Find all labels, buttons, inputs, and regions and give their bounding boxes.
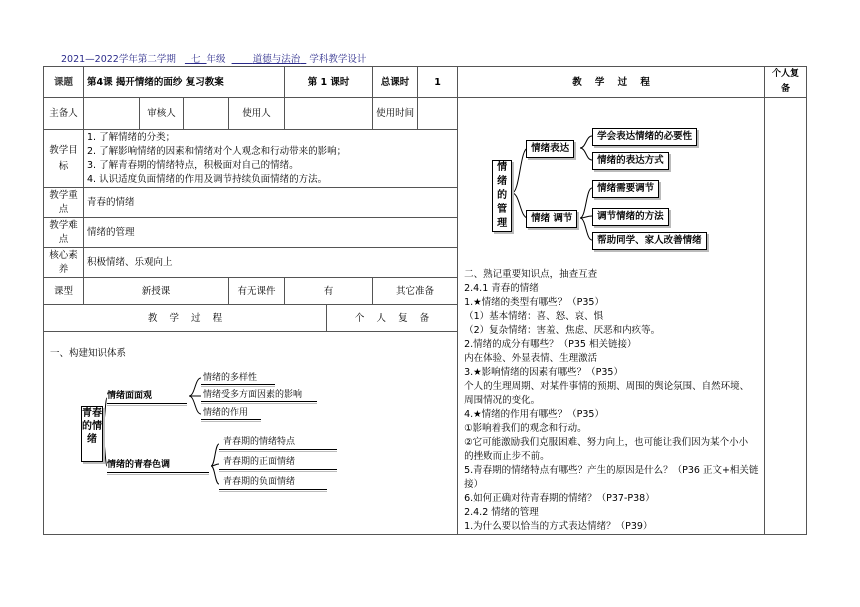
text-line: 1.为什么要以恰当的方式表达情绪？（P39） [464, 521, 653, 532]
branch-underline [107, 472, 209, 473]
process-content [458, 98, 765, 535]
teaching-key: 青春的情绪 [84, 188, 458, 218]
teaching-goals [84, 130, 458, 188]
document-header [61, 51, 366, 65]
label-other-preparation: 其它准备 [373, 278, 458, 305]
use-time-value [418, 98, 458, 130]
leaf-underline [219, 449, 337, 450]
label-lesson-type: 课型 [44, 278, 84, 305]
section-build-knowledge: 一、构建知识体系 [50, 348, 127, 359]
text-line: 3.★影响情绪的因素有哪些？（P35） [464, 367, 623, 378]
courseware: 有 [285, 278, 373, 305]
label-teaching-key: 教学重点 [44, 188, 84, 218]
main-preparer-value [84, 98, 140, 130]
text-line: （2）复杂情绪：害羞、焦虑、厌恶和内疚等。 [464, 325, 661, 336]
personal-review-header-left: 个 人 复 备 [327, 305, 458, 332]
text-line: 5.青春期的情绪特点有哪些？产生的原因是什么？（P36 正文+相关链 [464, 465, 759, 476]
branch-underline [107, 403, 187, 404]
text-line: 周围情况的变化。 [464, 395, 541, 406]
label-topic: 课题 [44, 67, 84, 98]
leaf-underline [219, 469, 337, 470]
label-use-time: 使用时间 [373, 98, 418, 130]
label-total-lessons: 总课时 [373, 67, 418, 98]
leaf-underline [219, 489, 327, 490]
mindmap-right-root: 情绪的管理 [492, 160, 512, 232]
text-line: ②它可能激励我们克服困难、努力向上，也可能让我们因为某个小小 [464, 437, 749, 448]
mindmap-right-branch-regulation: 情绪 调节 [526, 210, 577, 228]
text-line: 2.情绪的成分有哪些？（P35 相关链接） [464, 339, 637, 350]
text-line: 的挫败而止步不前。 [464, 451, 550, 462]
text-line: （1）基本情绪：喜、怒、哀、惧 [464, 311, 604, 322]
text-line: 个人的生理周期、对某件事情的预期、周围的舆论氛围、自然环境、 [464, 381, 750, 392]
goal-item: 3. 了解青春期的情绪特点，积极面对自己的情绪。 [87, 160, 299, 171]
grade-suffix: 年级 [206, 54, 226, 65]
mindmap-left-leaf-6: 青春期的负面情绪 [223, 477, 296, 487]
label-courseware: 有无课件 [229, 278, 285, 305]
label-user: 使用人 [229, 98, 285, 130]
lesson-type: 新授课 [84, 278, 229, 305]
text-line: 内在体验、外显表情、生理激活 [464, 353, 598, 364]
mindmap-left-branch-aspects: 情绪面面观 [107, 391, 153, 401]
text-line: 2.4.2 情绪的管理 [464, 507, 539, 518]
header-suffix: 学科教学设计 [309, 54, 367, 65]
text-line: 接） [464, 479, 484, 490]
personal-review-header: 个人复备 [765, 67, 807, 98]
mindmap-right-leaf-2: 情绪的表达方式 [592, 152, 669, 170]
text-line: ①影响着我们的观念和行动。 [464, 423, 587, 434]
goal-item: 2. 了解影响情绪的因素和情绪对个人观念和行动带来的影响； [87, 146, 347, 157]
personal-review-column [765, 98, 807, 535]
teaching-difficulty: 情绪的管理 [84, 218, 458, 248]
mindmap-right-leaf-1: 学会表达情绪的必要性 [592, 128, 697, 146]
goal-item: 4. 认识适度负面情绪的作用及调节持续负面情绪的方法。 [87, 174, 328, 185]
mindmap-right-branch-expression: 情绪表达 [526, 140, 574, 158]
label-teaching-goals: 教学目标 [44, 130, 84, 188]
mindmap-left-leaf-4: 青春期的情绪特点 [223, 437, 296, 447]
lesson-topic: 第4课 揭开情绪的面纱 复习教案 [84, 67, 285, 98]
leaf-underline [201, 419, 261, 420]
label-teaching-difficulty: 教学难点 [44, 218, 84, 248]
goal-item: 1. 了解情绪的分类； [87, 132, 176, 143]
process-header-left: 教 学 过 程 [44, 305, 327, 332]
mindmap-youth-emotion [79, 372, 339, 522]
total-lessons: 1 [418, 67, 458, 98]
text-line: 2.4.1 青春的情绪 [464, 283, 539, 294]
text-line: 4.★情绪的作用有哪些？（P35） [464, 409, 604, 420]
label-reviewer: 审核人 [140, 98, 184, 130]
subject: 道德与法治 [252, 54, 301, 65]
school-year: 2021—2022学年第二学期 [61, 54, 176, 65]
mindmap-left-leaf-2: 情绪受多方面因素的影响 [203, 390, 303, 400]
mindmap-left-leaf-1: 情绪的多样性 [203, 373, 258, 383]
text-line: 6.如何正确对待青春期的情绪？（P37-P38） [464, 493, 655, 504]
process-header: 教 学 过 程 [458, 67, 765, 98]
mindmap-left-leaf-5: 青春期的正面情绪 [223, 457, 296, 467]
user-value [285, 98, 373, 130]
leaf-underline [201, 384, 275, 385]
lesson-plan-table [43, 66, 807, 535]
knowledge-system-cell [44, 332, 458, 535]
label-main-preparer: 主备人 [44, 98, 84, 130]
reviewer-value [184, 98, 229, 130]
mindmap-left-branch-youth: 情绪的青春色调 [107, 460, 171, 470]
mindmap-right-leaf-5: 帮助同学、家人改善情绪 [592, 232, 707, 250]
mindmap-left-root: 青春的情绪 [81, 406, 103, 462]
core-literacy: 积极情绪、乐观向上 [84, 248, 458, 278]
mindmap-right-leaf-4: 调节情绪的方法 [592, 208, 669, 226]
label-core-literacy: 核心素养 [44, 248, 84, 278]
mindmap-right-leaf-3: 情绪需要调节 [592, 180, 659, 198]
text-line: 1.★情绪的类型有哪些？（P35） [464, 297, 604, 308]
mindmap-left-leaf-3: 情绪的作用 [203, 408, 249, 418]
text-line: 二、熟记重要知识点，抽查互查 [464, 269, 598, 280]
leaf-underline [201, 401, 317, 402]
label-lesson-number: 第 1 课时 [285, 67, 373, 98]
mindmap-emotion-management [488, 128, 768, 258]
grade: 七 [190, 54, 201, 65]
